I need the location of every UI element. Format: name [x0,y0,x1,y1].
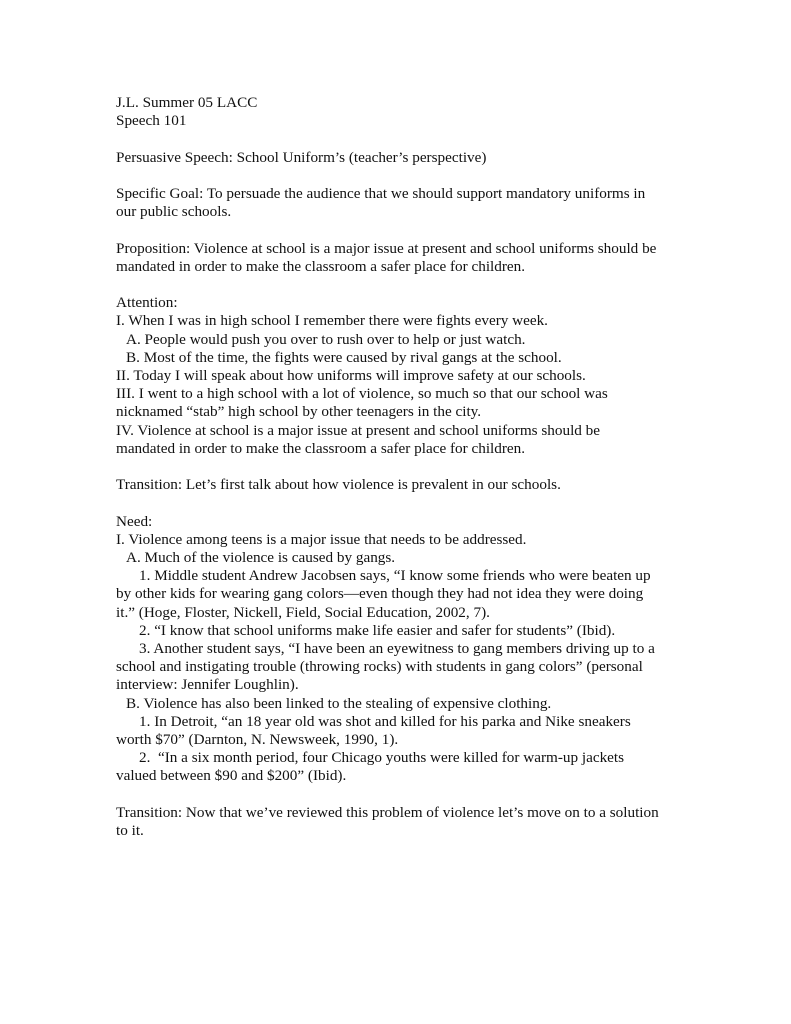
transition-line: Transition: Let’s first talk about how violence is prevalent in our schools. [116,476,561,494]
attention-item: III. I went to a high school with a lot of violence, so much so that our school was [116,385,608,403]
attention-item: B. Most of the time, the fights were caused by rival gangs at the school. [126,348,562,366]
spacer [116,458,686,476]
transition-line: to it. [116,822,144,840]
need-item: 2. “I know that school uniforms make life easier and safer for students” (Ibid). [139,621,616,639]
document-page [116,94,686,840]
attention-item: mandated in order to make the classroom a safer place for children. [116,439,526,457]
need-item: B. Violence has also been linked to the stealing of expensive clothing. [126,694,552,712]
proposition-line: Proposition: Violence at school is a major issue at present and school uniforms should be [116,239,657,257]
need-item: 3. Another student says, “I have been an eyewitness to gang members driving up to a [139,640,655,657]
spacer [116,221,686,239]
spacer [116,786,686,804]
transition-line: Transition: Now that we’ve reviewed this problem of violence let’s move on to a solution [116,803,659,821]
need-item: 2. “In a six month period, four Chicago youths were killed for warm-up jackets [139,749,625,767]
need-item: worth $70” (Darnton, N. Newsweek, 1990, 1). [116,731,399,749]
need-item: it.” (Hoge, Floster, Nickell, Field, Social Education, 2002, 7). [116,603,490,621]
proposition-line: mandated in order to make the classroom a safer place for children. [116,257,526,275]
author-line: J.L. Summer 05 LACC [116,94,258,111]
need-item: school and instigating trouble (throwing rocks) with students in gang colors” (personal [116,658,643,676]
need-item: I. Violence among teens is a major issue that needs to be addressed. [116,530,527,548]
need-heading: Need: [116,512,153,530]
attention-item: nicknamed “stab” high school by other teenagers in the city. [116,403,482,421]
attention-item: I. When I was in high school I remember there were fights every week. [116,312,548,330]
spacer [116,167,686,185]
attention-heading: Attention: [116,294,178,312]
attention-item: A. People would push you over to rush over to help or just watch. [126,330,526,348]
attention-item: IV. Violence at school is a major issue at present and school uniforms should be [116,421,601,439]
need-item: interview: Jennifer Loughlin). [116,676,299,694]
specific-goal-line: Specific Goal: To persuade the audience that we should support mandatory uniforms in [116,184,646,202]
course-line: Speech 101 [116,112,187,130]
speech-title: Persuasive Speech: School Uniform’s (teacher’s perspective) [116,148,487,166]
spacer [116,130,686,148]
need-item: 1. Middle student Andrew Jacobsen says, “I know some friends who were beaten up [139,567,651,585]
spacer [116,276,686,294]
attention-item: II. Today I will speak about how uniforms will improve safety at our schools. [116,366,586,384]
need-item: 1. In Detroit, “an 18 year old was shot and killed for his parka and Nike sneakers [139,712,631,730]
need-item: by other kids for wearing gang colors—even though they had not idea they were doing [116,585,644,603]
specific-goal-line: our public schools. [116,203,232,221]
need-item: valued between $90 and $200” (Ibid). [116,767,347,785]
need-item: A. Much of the violence is caused by gangs. [126,548,396,566]
spacer [116,494,686,512]
